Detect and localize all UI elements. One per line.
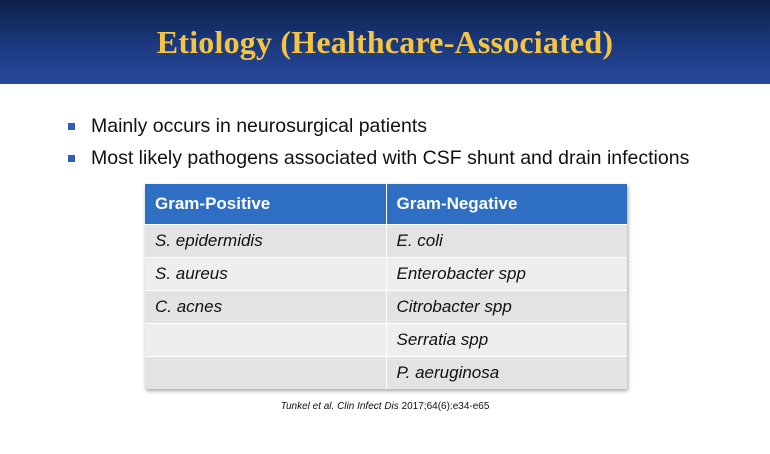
table-row (145, 323, 627, 356)
square-bullet-icon (68, 123, 75, 130)
square-bullet-icon (68, 155, 75, 162)
gram-positive-cell (145, 356, 386, 389)
slide-title: Etiology (Healthcare-Associated) (156, 23, 614, 60)
bullet-text: Mainly occurs in neurosurgical patients (91, 114, 427, 137)
bullet-item (68, 110, 689, 142)
header-gram-negative: Gram-Negative (386, 184, 627, 224)
bullet-list (68, 110, 689, 174)
table-row (145, 290, 627, 323)
gram-positive-cell (145, 323, 386, 356)
citation-reference: 2017;64(6):e34-e65 (398, 401, 490, 412)
citation (0, 401, 770, 412)
bullet-item (68, 142, 689, 174)
title-bar (0, 0, 770, 84)
pathogen-table (145, 184, 627, 389)
table-row (145, 224, 627, 257)
gram-negative-cell: P. aeruginosa (386, 356, 627, 389)
table-row (145, 356, 627, 389)
table-header-row (145, 184, 627, 224)
gram-negative-cell: Enterobacter spp (386, 257, 627, 290)
citation-source: Tunkel et al. Clin Infect Dis (280, 401, 399, 412)
gram-negative-cell: Citrobacter spp (386, 290, 627, 323)
header-gram-positive: Gram-Positive (145, 184, 386, 224)
table-row (145, 257, 627, 290)
gram-negative-cell: Serratia spp (386, 323, 627, 356)
gram-positive-cell: S. aureus (145, 257, 386, 290)
gram-negative-cell: E. coli (386, 224, 627, 257)
bullet-text: Most likely pathogens associated with CSF shunt and drain infections (91, 146, 690, 169)
gram-positive-cell: C. acnes (145, 290, 386, 323)
gram-positive-cell: S. epidermidis (145, 224, 386, 257)
